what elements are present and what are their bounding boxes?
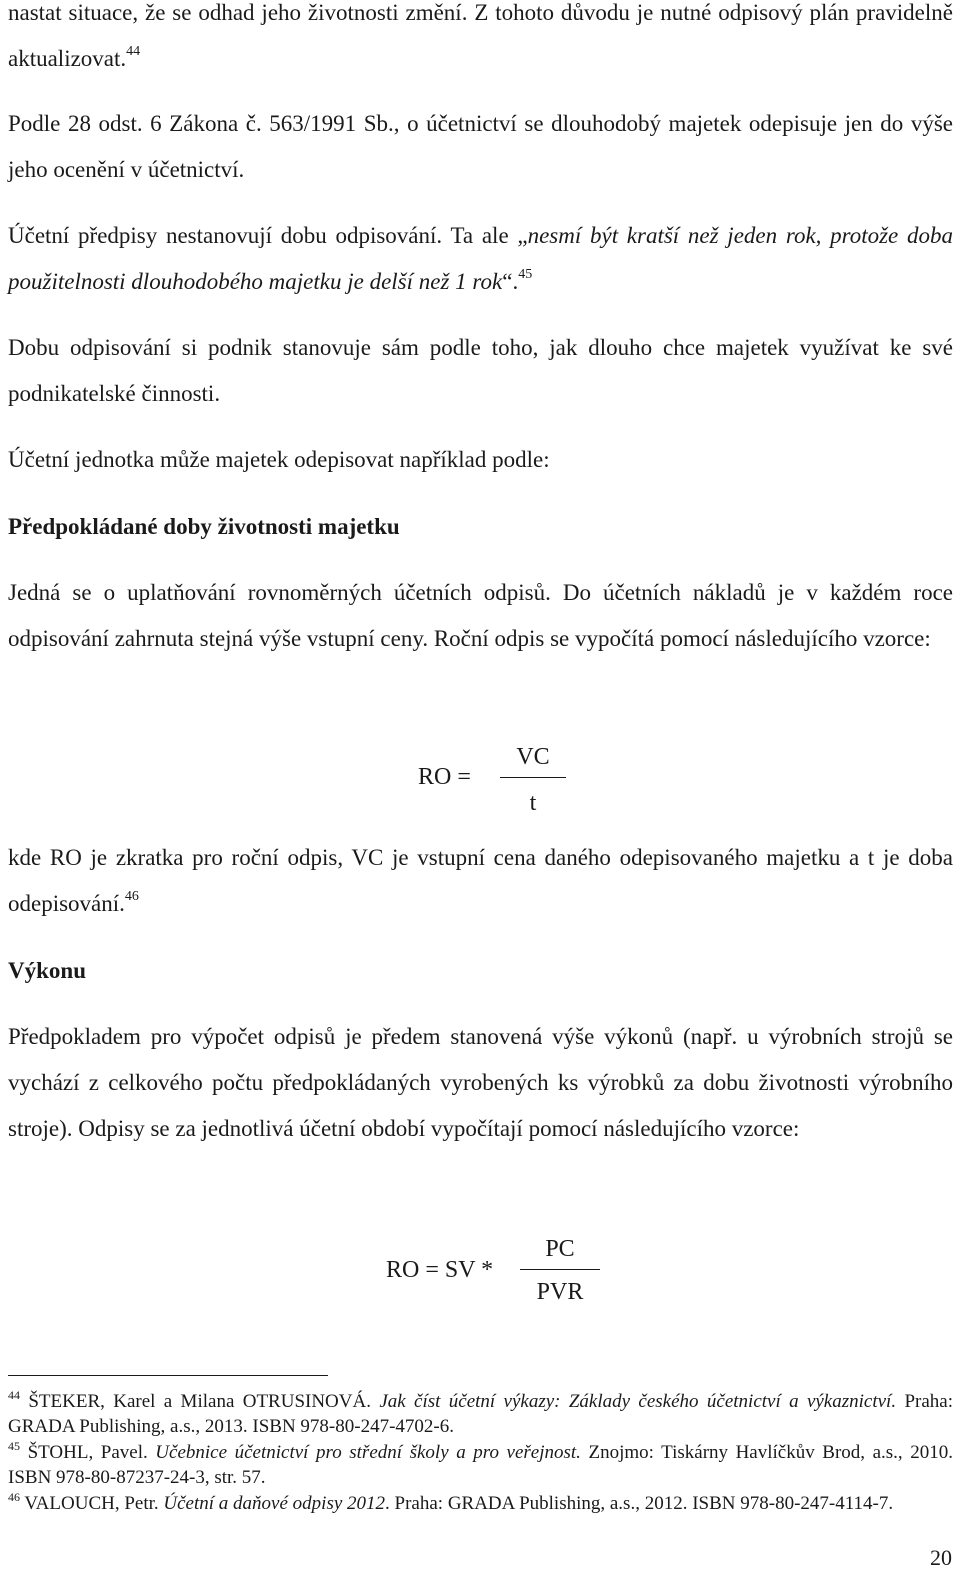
page-number: 20	[930, 1545, 952, 1570]
footnote-ref-44: 44	[126, 44, 141, 60]
paragraph-doba-odpisovani: Účetní předpisy nestanovují dobu odpisování. Ta ale „nesmí být kratší než jeden rok, protože doba použitelnosti dlouhodobého majetku je delší než 1 rok“.$^{45}$	[8, 223, 953, 294]
formula1-fraction-line	[500, 777, 566, 778]
formula2-fraction-line	[520, 1269, 600, 1270]
paragraph-podnik: Dobu odpisování si podnik stanovuje sám podle toho, jak dlouho chce majetek využívat ke své podnikatelské činnosti.	[8, 335, 953, 406]
paragraph-vykon: Předpokladem pro výpočet odpisů je předem stanovená výše výkonů (např. u výrobních strojů se vychází z celkového počtu předpokládaných vyrobených ks výrobků za dobu životnosti výrobního stroje). Odpisy se za jednotlivá účetní období vypočítají pomocí následujícího vzorce:	[8, 1024, 953, 1141]
heading-vykonu: Výkonu	[8, 958, 86, 983]
paragraph-zakon: Podle 28 odst. 6 Zákona č. 563/1991 Sb., o účetnictví se dlouhodobý majetek odepisuje jen do výše jeho ocenění v účetnictví.	[8, 111, 953, 182]
formula2-numerator: PC	[545, 1236, 575, 1262]
footnote-separator	[8, 1375, 328, 1376]
formula1-numerator: VC	[516, 744, 550, 770]
formula1-lhs: RO =	[418, 764, 471, 790]
heading-zivotnosti: Předpokládané doby životnosti majetku	[8, 514, 400, 539]
footnote-46: $^{46}$ VALOUCH, Petr. Účetní a daňové odpisy 2012. Praha: GRADA Publishing, a.s., 2012. ISBN 978-80-247-4114-7.	[8, 1489, 894, 1514]
footnote-ref-46: 46	[124, 889, 139, 905]
paragraph-odpisovy-plan: nastat situace, že se odhad jeho životnosti změní. Z tohoto důvodu je nutné odpisový plán pravidelně aktualizovat.$^{44}$	[8, 0, 953, 71]
paragraph-jednotka: Účetní jednotka může majetek odepisovat například podle:	[8, 447, 550, 472]
paragraph-vysvetlivka: kde RO je zkratka pro roční odpis, VC je vstupní cena daného odepisovaného majetku a t je doba odepisování.$^{46}$	[8, 845, 953, 916]
formula2-lhs: RO = SV *	[386, 1257, 494, 1283]
footnote-ref-45: 45	[518, 267, 533, 283]
formula2-denominator: PVR	[536, 1279, 584, 1305]
footnote-45: $^{45}$ ŠTOHL, Pavel. Učebnice účetnictví pro střední školy a pro veřejnost. Znojmo: Tiskárny Havlíčkův Brod, a.s., 2010. ISBN 978-80-87237-24-3, str. 57.	[8, 1438, 954, 1488]
footnote-44: $^{44}$ ŠTEKER, Karel a Milana OTRUSINOVÁ. Jak číst účetní výkazy: Základy českého účetnictví a výkaznictví. Praha: GRADA Publishing, a.s., 2013. ISBN 978-80-247-4702-6.	[8, 1387, 953, 1437]
paragraph-rovnomerne: Jedná se o uplatňování rovnoměrných účetních odpisů. Do účetních nákladů je v každém roce odpisování zahrnuta stejná výše vstupní ceny. Roční odpis se vypočítá pomocí následujícího vzorce:	[8, 580, 953, 651]
formula1-denominator: t	[529, 790, 537, 816]
